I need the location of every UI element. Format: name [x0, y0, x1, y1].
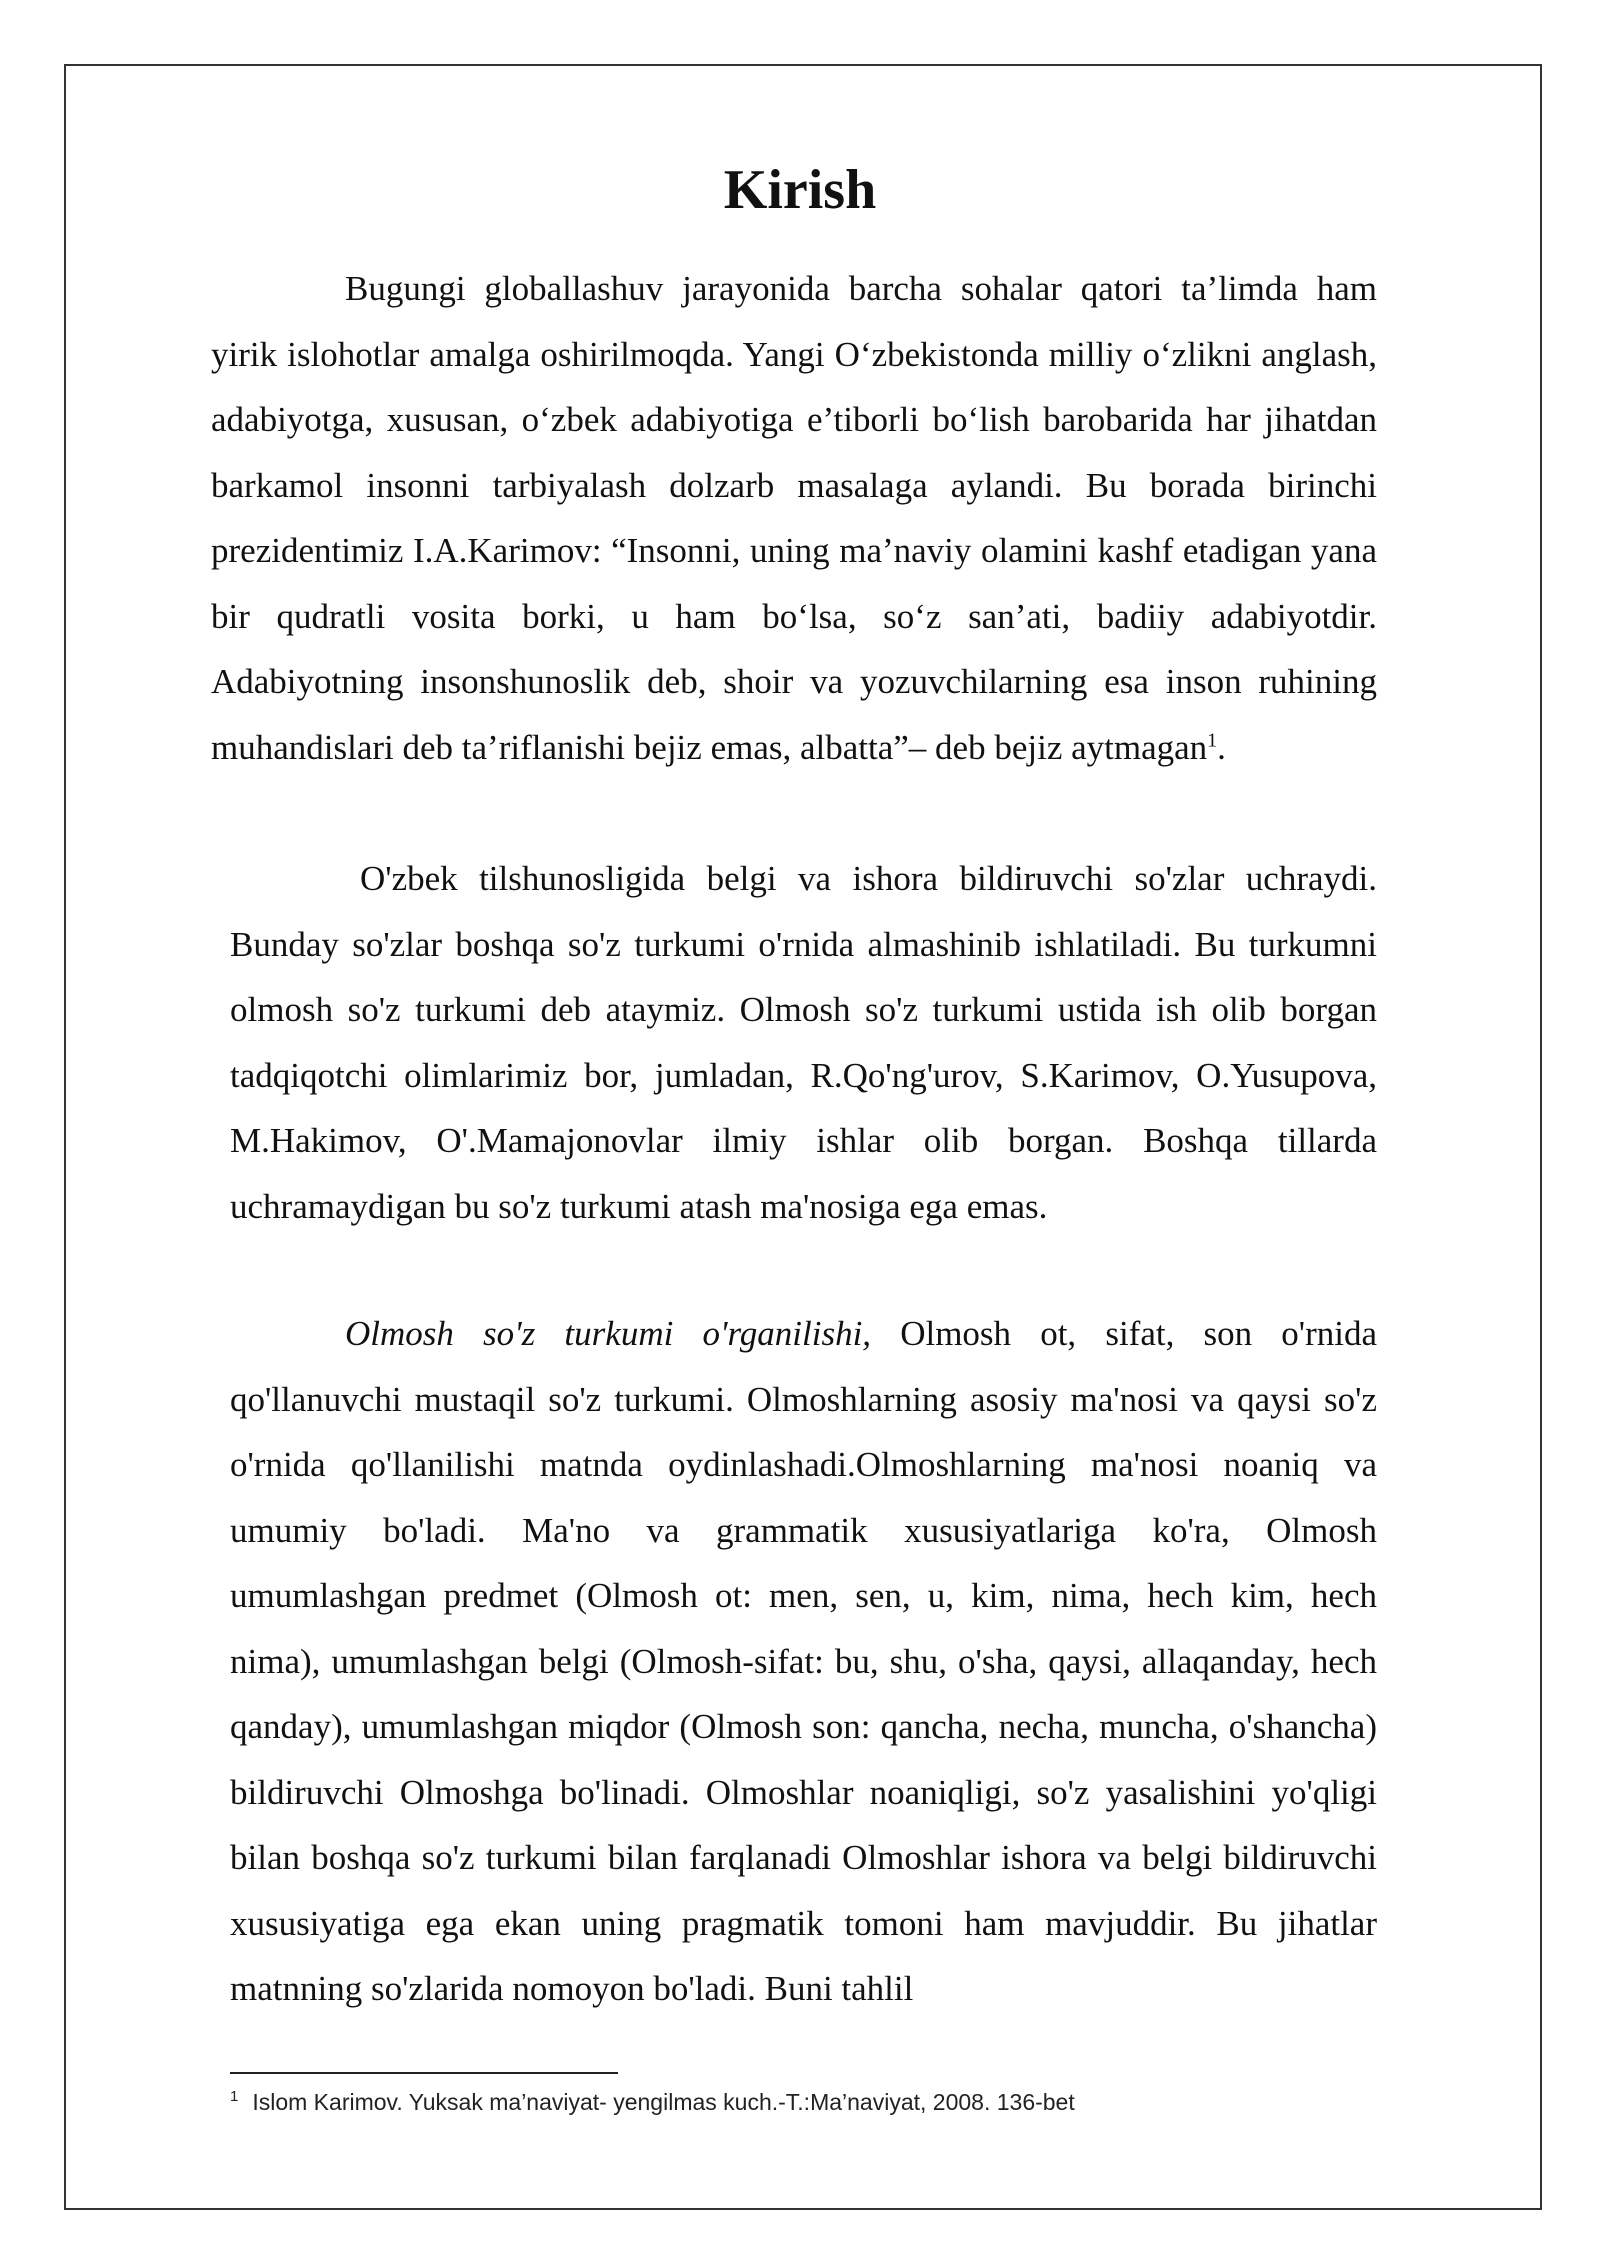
page-title: Kirish — [723, 159, 877, 221]
paragraph-olmosh-overview: O'zbek tilshunosligida belgi va ishora bildiruvchi so'zlar uchraydi. Bunday so'zlar boshqa so'z turkumi o'rnida almashinib ishlatiladi. Bu turkumni olmosh so'z turkumi deb ataymiz. Olmosh so'z turkumi ustida ish olib borgan tadqiqotchi olimlarimiz bor, jumladan, R.Qo'ng'urov, S.Karimov, O.Yusupova, M.Hakimov, O'.Mamajonovlar ilmiy ishlar olib borgan. Boshqa tillarda uchramaydigan bu so'z turkumi atash ma'nosiga ega emas. — [230, 859, 1377, 1226]
footnote-text: Islom Karimov. Yuksak ma’naviyat- yengilmas kuch.-T.:Ma’naviyat, 2008. 136-bet — [252, 2089, 1075, 2115]
paragraph-intro-text: Bugungi globallashuv jarayonida barcha sohalar qatori ta’limda ham yirik islohotlar amalga oshirilmoqda. Yangi O‘zbekistonda milliy o‘zlikni anglash, adabiyotga, xususan, o‘zbek adabiyotiga e’tiborli bo‘lish barobarida har jihatdan barkamol insonni tarbiyalash dolzarb masalaga aylandi. Bu borada birinchi prezidentimiz I.A.Karimov: “Insonni, uning ma’naviy olamini kashf etadigan yana bir qudratli vosita borki, u ham bo‘lsa, so‘z san’ati, badiiy adabiyotdir. Adabiyotning insonshunoslik deb, shoir va yozuvchilarning esa inson ruhining muhandislari deb ta’riflanishi bejiz emas, albatta”– deb bejiz aytmagan — [211, 269, 1377, 767]
footnote-separator — [230, 2072, 618, 2074]
paragraph-intro — [211, 256, 1377, 780]
paragraph-intro-end: . — [1217, 727, 1226, 767]
footnote-number: 1 — [230, 2088, 239, 2106]
paragraph-lead-italic: Olmosh so'z turkumi o'rganilishi, — [345, 1314, 872, 1353]
footnote — [230, 2084, 1380, 2120]
paragraph-olmosh-study — [230, 1301, 1377, 2022]
paragraph-olmosh-study-text: Olmosh ot, sifat, son o'rnida qo'llanuvchi mustaqil so'z turkumi. Olmoshlarning asosiy ma'nosi va qaysi so'z o'rnida qo'llanilishi matnda oydinlashadi.Olmoshlarning ma'nosi noaniq va umumiy bo'ladi. Ma'no va grammatik xususiyatlariga ko'ra, Olmosh umumlashgan predmet (Olmosh ot: men, sen, u, kim, nima, hech kim, hech nima), umumlashgan belgi (Olmosh-sifat: bu, shu, o'sha, qaysi, allaqanday, hech qanday), umumlashgan miqdor (Olmosh son: qancha, necha, muncha, o'shancha) bildiruvchi Olmoshga bo'linadi. Olmoshlar noaniqligi, so'z yasalishini yo'qligi bilan boshqa so'z turkumi bilan farqlanadi Olmoshlar ishora va belgi bildiruvchi xususiyatiga ega ekan uning pragmatik tomoni ham mavjuddir. Bu jihatlar matnning so'zlarida nomoyon bo'ladi. Buni tahlil — [230, 1314, 1377, 2008]
footnote-reference[interactable]: 1 — [1207, 728, 1218, 751]
